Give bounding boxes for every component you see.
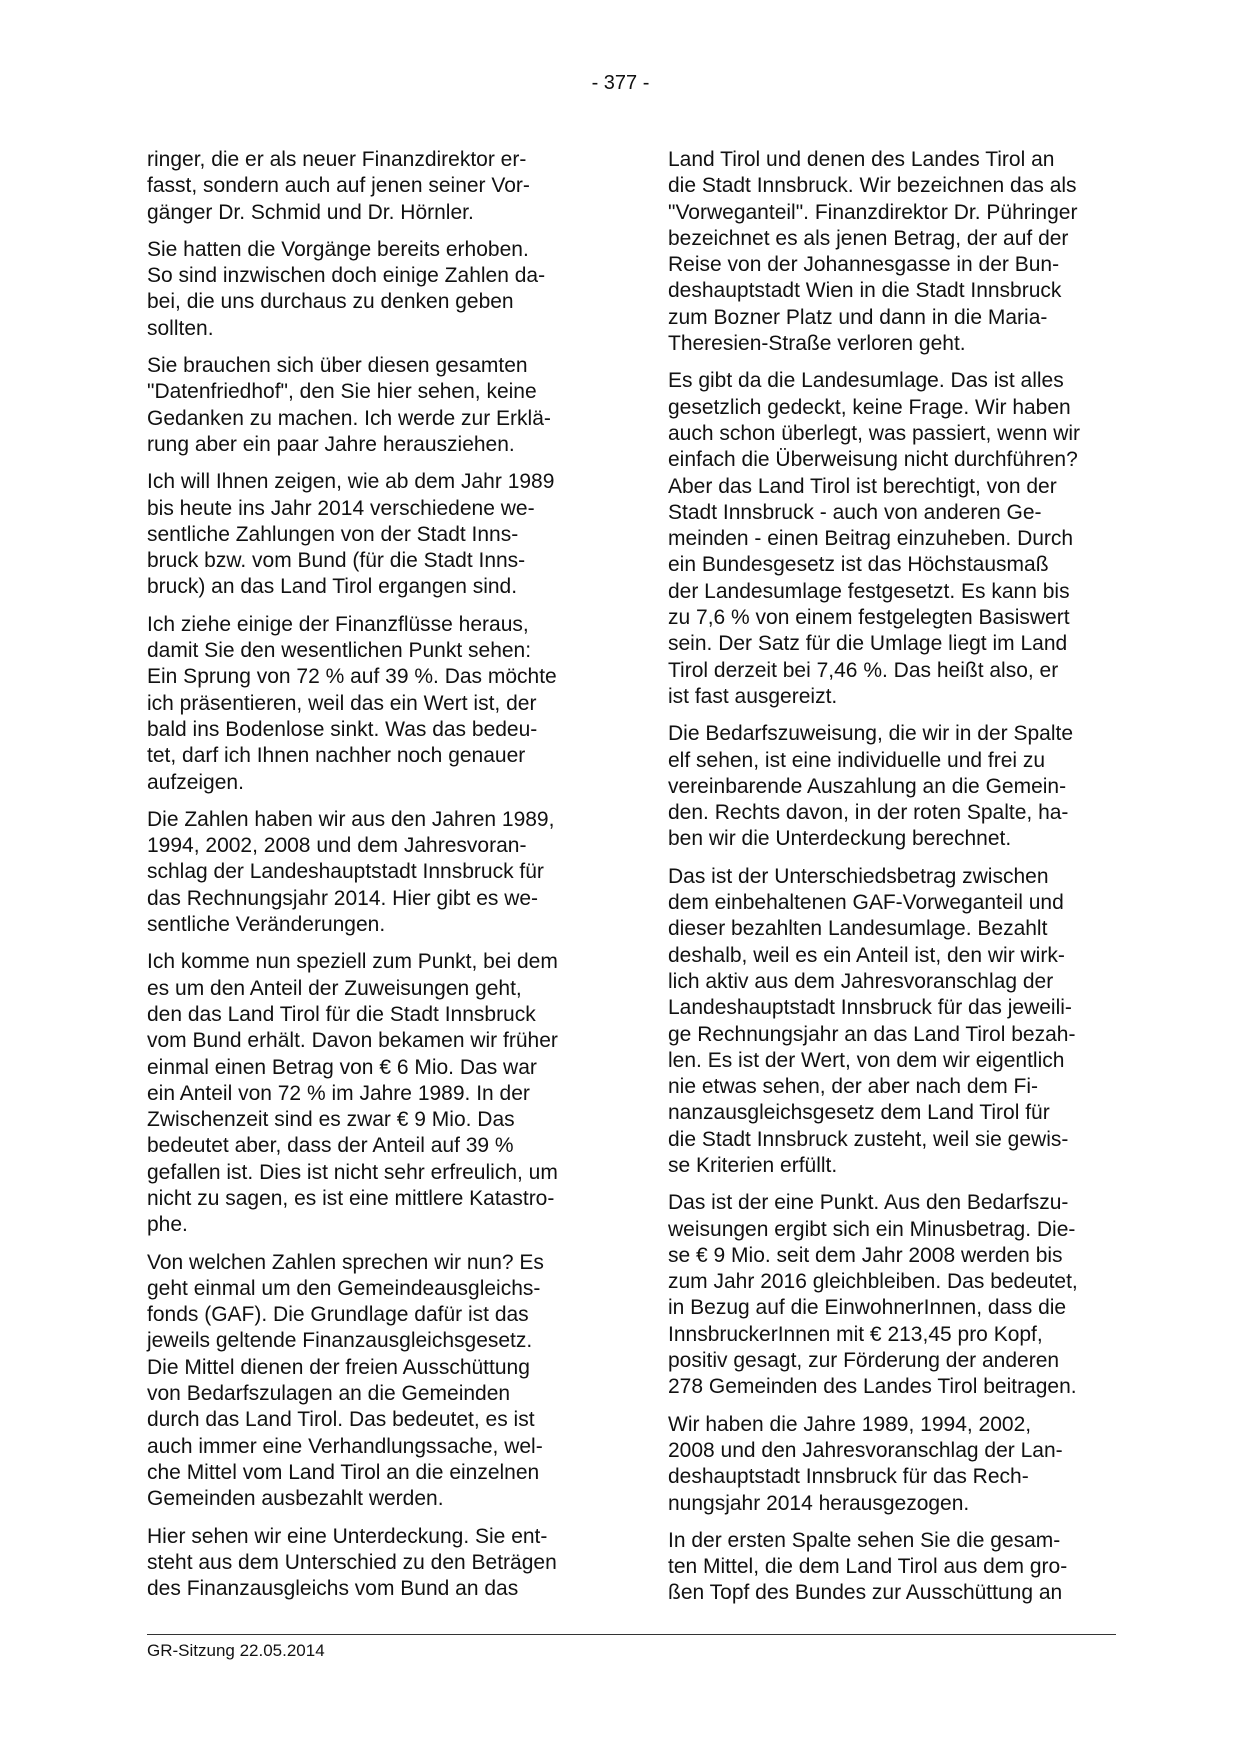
paragraph: Die Zahlen haben wir aus den Jahren 1989, 1994, 2002, 2008 und dem Jahresvoran- schlag der Landeshauptstadt Innsbruck für das Rechnungsjahr 2014. Hier gibt es we- sentliche Veränderungen.: [147, 807, 555, 937]
paragraph: Sie brauchen sich über diesen gesamten "Datenfriedhof", den Sie hier sehen, keine Gedanken zu machen. Ich werde zur Erklä- rung aber ein paar Jahre herausziehen.: [147, 354, 551, 456]
paragraph: Von welchen Zahlen sprechen wir nun? Es geht einmal um den Gemeindeausgleichs- fonds (GAF). Die Grundlage dafür ist das jeweils geltende Finanzausgleichsgesetz. Die Mittel dienen der freien Ausschüttung von Bedarfszulagen an die Gemeinden durch das Land Tirol. Das bedeutet, es ist auch immer eine Verhandlungssache, wel- che Mittel vom Land Tirol an die einzelnen Gemeinden ausbezahlt werden.: [147, 1250, 544, 1511]
right-column: [668, 147, 1118, 1618]
left-column: [147, 147, 597, 1613]
paragraph: Wir haben die Jahre 1989, 1994, 2002, 2008 und den Jahresvoranschlag der Lan- deshauptstadt Innsbruck für das Rech- nungsjahr 2014 herausgezogen.: [668, 1412, 1063, 1515]
paragraph: ringer, die er als neuer Finanzdirektor er- fasst, sondern auch auf jenen seiner Vor- gänger Dr. Schmid und Dr. Hörnler.: [147, 148, 530, 224]
page-number: - 377 -: [591, 72, 650, 94]
paragraph: In der ersten Spalte sehen Sie die gesam- ten Mittel, die dem Land Tirol aus dem gro- ßen Topf des Bundes zur Ausschüttung an: [668, 1528, 1068, 1605]
paragraph: Ich komme nun speziell zum Punkt, bei dem es um den Anteil der Zuweisungen geht, den das Land Tirol für die Stadt Innsbruck vom Bund erhält. Davon bekamen wir früher einmal einen Betrag von € 6 Mio. Das war ein Anteil von 72 % im Jahre 1989. In der Zwischenzeit sind es zwar € 9 Mio. Das bedeutet aber, dass der Anteil auf 39 % gefallen ist. Dies ist nicht sehr erfreulich, um nicht zu sagen, es ist eine mittlere Katastro- phe.: [147, 950, 558, 1237]
paragraph: Es gibt da die Landesumlage. Das ist alles gesetzlich gedeckt, keine Frage. Wir haben auch schon überlegt, was passiert, wenn wir einfach die Überweisung nicht durchführen? Aber das Land Tirol ist berechtigt, von der Stadt Innsbruck - auch von anderen Ge- meinden - einen Beitrag einzuheben. Durch ein Bundesgesetz ist das Höchstausmaß der Landesumlage festgesetzt. Es kann bis zu 7,6 % von einem festgelegten Basiswert sein. Der Satz für die Umlage liegt im Land Tirol derzeit bei 7,46 %. Das heißt also, er ist fast ausgereizt.: [668, 369, 1081, 708]
paragraph: Hier sehen wir eine Unterdeckung. Sie ent- steht aus dem Unterschied zu den Beträgen des Finanzausgleichs vom Bund an das: [147, 1524, 557, 1601]
footer-divider: [147, 1634, 1116, 1635]
paragraph: Sie hatten die Vorgänge bereits erhoben. So sind inzwischen doch einige Zahlen da- bei, die uns durchaus zu denken geben sollten.: [147, 237, 546, 340]
paragraph: Das ist der Unterschiedsbetrag zwischen dem einbehaltenen GAF-Vorweganteil und dieser bezahlten Landesumlage. Bezahlt deshalb, weil es ein Anteil ist, den wir wirk- lich aktiv aus dem Jahresvoranschlag der Landeshauptstadt Innsbruck für das jeweili- ge Rechnungsjahr an das Land Tirol bezah- len. Es ist der Wert, von dem wir eigentlich nie etwas sehen, der aber nach dem Fi- nanzausgleichsgesetz dem Land Tirol für die Stadt Innsbruck zusteht, weil sie gewis- se Kriterien erfüllt.: [668, 864, 1076, 1177]
paragraph: Ich will Ihnen zeigen, wie ab dem Jahr 1989 bis heute ins Jahr 2014 verschiedene we- sentliche Zahlungen von der Stadt Inns- bruck bzw. vom Bund (für die Stadt Inns- bruck) an das Land Tirol ergangen sind.: [147, 470, 555, 599]
footer-session-date: GR-Sitzung 22.05.2014: [147, 1641, 325, 1660]
paragraph: Land Tirol und denen des Landes Tirol an die Stadt Innsbruck. Wir bezeichnen das als "Vorweganteil". Finanzdirektor Dr. Pühringer bezeichnet es als jenen Betrag, der auf der Reise von der Johannesgasse in der Bun- deshauptstadt Wien in die Stadt Innsbruck zum Bozner Platz und dann in die Maria- Theresien-Straße verloren geht.: [668, 148, 1078, 356]
paragraph: Ich ziehe einige der Finanzflüsse heraus, damit Sie den wesentlichen Punkt sehen: Ein Sprung von 72 % auf 39 %. Das möchte ich präsentieren, weil das ein Wert ist, der bald ins Bodenlose sinkt. Was das bedeu- tet, darf ich Ihnen nachher noch genauer aufzeigen.: [147, 612, 557, 794]
paragraph: Das ist der eine Punkt. Aus den Bedarfszu- weisungen ergibt sich ein Minusbetrag. Die- se € 9 Mio. seit dem Jahr 2008 werden bis zum Jahr 2016 gleichbleiben. Das bedeutet, in Bezug auf die EinwohnerInnen, dass die InnsbruckerInnen mit € 213,45 pro Kopf, positiv gesagt, zur Förderung der anderen 278 Gemeinden des Landes Tirol beitragen.: [668, 1191, 1078, 1399]
paragraph: Die Bedarfszuweisung, die wir in der Spalte elf sehen, ist eine individuelle und frei zu vereinbarende Auszahlung an die Gemein- den. Rechts davon, in der roten Spalte, ha- ben wir die Unterdeckung berechnet.: [668, 722, 1074, 851]
